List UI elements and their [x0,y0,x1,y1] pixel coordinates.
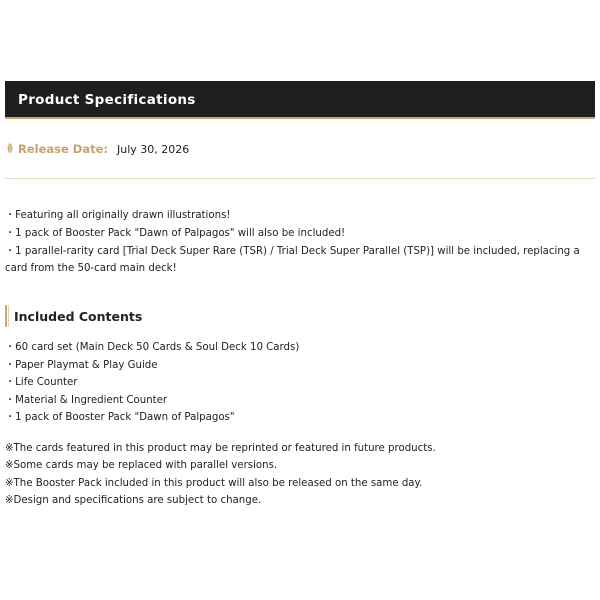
spec-header-bar [5,81,595,119]
release-date-label: Release Date: [18,142,109,156]
included-item: ・60 card set (Main Deck 50 Cards & Soul Deck 10 Cards) [5,342,300,353]
note-item: ※The cards featured in this product may be reprinted or featured in future products. [5,443,436,454]
note-item: ※Some cards may be replaced with parallel versions. [5,460,278,471]
feature-item-continuation: card from the 50-card main deck! [5,263,177,274]
page-title: Product Specifications [18,92,196,108]
section-marker [5,305,9,327]
release-date-value: July 30, 2026 [117,143,190,156]
note-item: ※The Booster Pack included in this product will also be released on the same day. [5,478,423,489]
included-contents-title: Included Contents [14,309,143,324]
feature-item: ・1 pack of Booster Pack "Dawn of Palpagos" will also be included! [5,228,346,239]
feature-item: ・1 parallel-rarity card [Trial Deck Super Rare (TSR) / Trial Deck Super Parallel (TSP)] will be included, replacing a [5,246,580,257]
feature-item: ・Featuring all originally drawn illustrations! [5,210,231,221]
divider [5,178,595,179]
leaf-icon [6,143,14,155]
included-item: ・Life Counter [5,377,78,388]
note-item: ※Design and specifications are subject to change. [5,495,262,506]
included-item: ・Material & Ingredient Counter [5,395,168,406]
included-item: ・1 pack of Booster Pack "Dawn of Palpagos" [5,412,235,423]
release-date-row [6,141,594,159]
included-item: ・Paper Playmat & Play Guide [5,360,158,371]
